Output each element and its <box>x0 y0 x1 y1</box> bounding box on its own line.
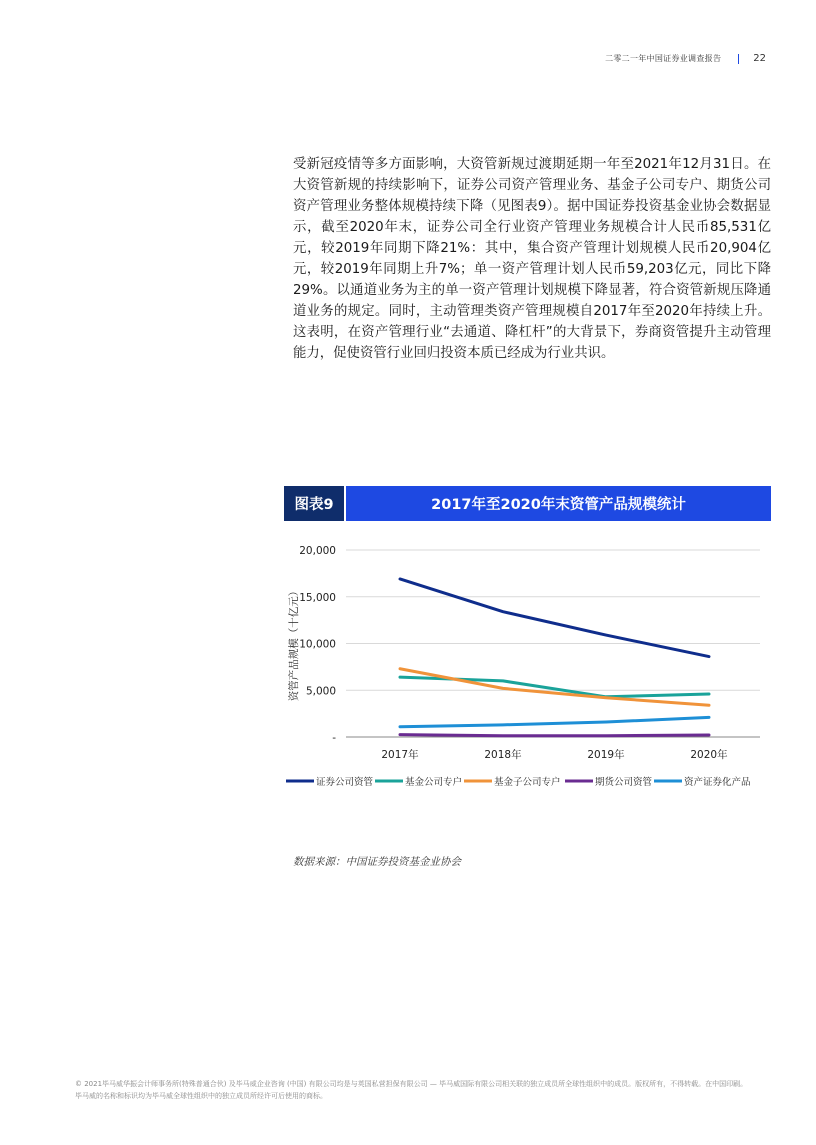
running-header <box>605 53 766 64</box>
series-line <box>400 735 709 736</box>
y-tick-label: 10,000 <box>299 638 336 651</box>
y-tick-label: - <box>332 732 336 744</box>
series-line <box>400 579 709 657</box>
legend-label: 期货公司资管 <box>595 777 653 788</box>
trademark-line: 毕马威的名称和标识均为毕马威全球性组织中的独立成员所经许可后使用的商标。 <box>75 1092 327 1100</box>
legend-label: 基金子公司专户 <box>494 777 561 788</box>
footer <box>75 1078 775 1102</box>
y-tick-label: 15,000 <box>299 591 336 604</box>
y-tick-label: 20,000 <box>299 545 336 557</box>
legend-label: 资产证券化产品 <box>684 777 751 788</box>
x-tick-label: 2018年 <box>484 749 522 761</box>
series-line <box>400 669 709 705</box>
legend-label: 基金公司专户 <box>405 777 463 788</box>
copyright-line: © 2021毕马威华振会计师事务所(特殊普通合伙) 及毕马威企业咨询 (中国) 有限公司均是与英国私营担保有限公司 — 毕马威国际有限公司相关联的独立成员所全球性组织中的成员。版权所有，不得转载。在中国印刷。 <box>75 1080 748 1088</box>
page-number: 22 <box>753 53 766 64</box>
x-tick-label: 2020年 <box>690 749 728 761</box>
report-title: 二零二一年中国证券业调查报告 <box>605 54 722 63</box>
source-note: 数据来源：中国证券投资基金业协会 <box>293 856 461 868</box>
x-tick-label: 2017年 <box>381 749 419 761</box>
y-tick-label: 5,000 <box>305 685 336 698</box>
y-axis-label: 资管产品规模（十亿元） <box>288 585 300 702</box>
figure-label: 图表9 <box>284 486 344 521</box>
x-tick-label: 2019年 <box>587 749 625 761</box>
line-chart <box>284 530 774 805</box>
body-paragraph: 受新冠疫情等多方面影响，大资管新规过渡期延期一年至2021年12月31日。在大资管新规的持续影响下，证券公司资产管理业务、基金子公司专户、期货公司资产管理业务整体规模持续下降（见图表9）。据中国证券投资基金业协会数据显示，截至2020年末，证券公司全行业资产管理业务规模合计人民币85,531亿元，较2019年同期下降21%：其中，集合资产管理计划规模人民币20,904亿元，较2019年同期上升7%；单一资产管理计划人民币59,203亿元，同比下降29%。以通道业务为主的单一资产管理计划规模下降显著，符合资管新规压降通道业务的规定。同时，主动管理类资产管理规模自2017年至2020年持续上升。这表明，在资产管理行业“去通道、降杠杆”的大背景下，券商资管提升主动管理能力，促使资管行业回归投资本质已经成为行业共识。 <box>293 157 771 361</box>
legend-label: 证券公司资管 <box>316 777 374 788</box>
figure-banner <box>284 486 771 521</box>
header-divider <box>738 54 739 64</box>
figure-title: 2017年至2020年末资管产品规模统计 <box>346 486 771 521</box>
series-line <box>400 717 709 726</box>
